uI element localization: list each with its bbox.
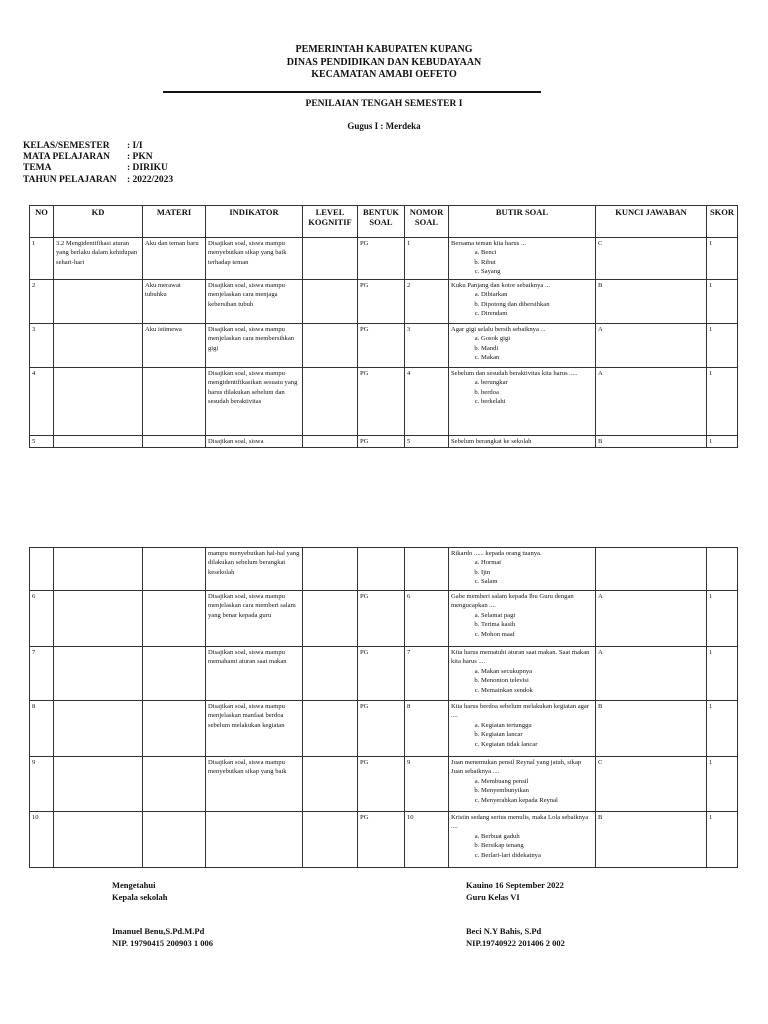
cell-bentuk: PG [358,280,405,324]
table-row [30,324,738,368]
cell-level [303,548,358,591]
answer-option: a. Gosok gigi [481,334,593,343]
cell-indikator: Disajikan soal, siswa mampu menjelaskan cara menjaga kebersihan tubuh [206,280,303,324]
info-block [23,141,173,186]
cell-materi [143,591,206,647]
cell-kd [54,647,143,701]
cell-level [303,591,358,647]
answer-option: a. Dibiarkan [481,290,593,299]
answer-option: b. Dipotong dan dibersihkan [481,300,593,309]
cell-nomor [405,548,449,591]
info-label: KELAS/SEMESTER [23,141,110,151]
cell-level [303,436,358,448]
answer-option: b. Terima kasih [481,620,593,629]
cell-level [303,647,358,701]
col-header-skor: SKOR [707,206,738,238]
table-row [30,757,738,812]
cell-skor: 1 [707,238,738,280]
question-text: Kristin sedang serius menulis, maka Lola sebaiknya .... [451,814,589,831]
cell-no: 2 [30,280,54,324]
signature-right [466,879,565,949]
cell-kunci: A [596,324,707,368]
cell-materi: Aku dan teman baru [143,238,206,280]
cell-butir [449,591,596,647]
cell-skor: 1 [707,368,738,436]
cell-kunci: B [596,701,707,757]
cell-nomor: 6 [405,591,449,647]
cell-no: 4 [30,368,54,436]
cell-no [30,548,54,591]
cell-nomor: 2 [405,280,449,324]
info-row [23,152,173,163]
cell-nomor: 8 [405,701,449,757]
question-text: Bersama teman kita harus ... [451,240,526,247]
cell-bentuk: PG [358,701,405,757]
cell-kd [54,324,143,368]
cell-bentuk: PG [358,368,405,436]
sig-left-name: Imanuel Benu,S.Pd.M.Pd [112,926,205,936]
cell-materi [143,701,206,757]
info-value: : 2022/2023 [127,174,174,185]
cell-no: 5 [30,436,54,448]
col-header-nomor: NOMOR SOAL [405,206,449,238]
question-text: Gabe memberi salam kepada Ibu Guru dengan mengucapkan .... [451,593,574,610]
cell-no: 7 [30,647,54,701]
sig-left-spacer [112,903,213,925]
cell-indikator [206,812,303,868]
cell-nomor: 1 [405,238,449,280]
answer-options [451,832,593,860]
cell-bentuk: PG [358,647,405,701]
cell-level [303,368,358,436]
table-body-bottom [30,548,738,868]
answer-options [451,378,593,406]
col-header-level: LEVEL KOGNITIF [303,206,358,238]
cell-nomor: 7 [405,647,449,701]
sig-right-nip: NIP.19740922 201406 2 002 [466,938,565,948]
cell-skor: 1 [707,812,738,868]
table-row [30,548,738,591]
cell-skor: 1 [707,757,738,812]
answer-option: b. Ijin [481,568,593,577]
cell-kd [54,591,143,647]
question-text: Sebelum dan sesudah beraktivitas kita harus ..... [451,370,578,377]
col-header-butir: BUTIR SOAL [449,206,596,238]
info-value: : I/I [127,141,143,151]
cell-kd [54,368,143,436]
cell-nomor: 10 [405,812,449,868]
cell-level [303,812,358,868]
cell-skor: 1 [707,701,738,757]
cell-materi [143,548,206,591]
document-header [0,44,768,82]
cell-butir [449,812,596,868]
col-header-materi: MATERI [143,206,206,238]
sig-left-line1: Mengetahui [112,880,156,890]
signature-left [112,879,213,949]
cell-nomor: 9 [405,757,449,812]
cell-bentuk: PG [358,812,405,868]
table-row [30,701,738,757]
cell-kunci: A [596,591,707,647]
sig-right-line2: Guru Kelas VI [466,892,520,902]
answer-option: c. Sayang [481,267,593,276]
cell-butir [449,647,596,701]
answer-options [451,290,593,318]
cell-kd [54,757,143,812]
cell-kd [54,548,143,591]
question-table-top [29,205,738,448]
question-text: Kita harus mematuhi aturan saat makan. Saat makan kita harus .... [451,649,590,666]
cell-no: 1 [30,238,54,280]
answer-option: c. Menyerahkan kepada Reynal [481,796,593,805]
header-district: KECAMATAN AMABI OEFETO [311,69,457,80]
answer-options [451,721,593,749]
cell-indikator: Disajikan soal, siswa mampu menjelaskan cara memberi salam yang benar kepada guru [206,591,303,647]
table-header-row [30,206,738,238]
answer-option: b. Menyembunyikan [481,786,593,795]
sig-left-line2: Kepala sekolah [112,892,168,902]
answer-options [451,611,593,639]
group-title: Gugus I : Merdeka [347,121,421,131]
table-body-top [30,238,738,448]
cell-butir [449,436,596,448]
cell-materi [143,436,206,448]
cell-butir [449,548,596,591]
cell-indikator: Disajikan soal, siswa [206,436,303,448]
cell-materi: Aku istimewa [143,324,206,368]
answer-option: c. berkelahi [481,397,593,406]
header-rule [163,91,541,93]
cell-kunci [596,548,707,591]
cell-no: 9 [30,757,54,812]
answer-option: b. Mandi [481,344,593,353]
cell-no: 3 [30,324,54,368]
cell-kd: 3.2 Mengidentifikasi aturan yang berlaku dalam kehidupan sehari-hari [54,238,143,280]
info-row [23,163,173,174]
cell-indikator: mampu menyebutkan hal-hal yang dilakukan sebelum berangkat kesekolah [206,548,303,591]
question-text: Rikardo ...... kepada orang tuanya. [451,550,542,557]
sig-right-spacer [466,903,565,925]
answer-option: b. Bersikap tenang [481,841,593,850]
answer-option: c. Mohon maaf [481,630,593,639]
answer-option: c. Kegiatan tidak lancar [481,740,593,749]
cell-kd [54,280,143,324]
col-header-kd: KD [54,206,143,238]
cell-no: 6 [30,591,54,647]
cell-skor: 1 [707,280,738,324]
cell-level [303,701,358,757]
answer-options [451,334,593,362]
sig-left-nip: NIP. 19790415 200903 1 006 [112,938,213,948]
question-text: Kuku Panjang dan kotor sebaiknya ... [451,282,550,289]
info-row [23,141,173,152]
answer-option: b. Kegiatan lancar [481,730,593,739]
cell-nomor: 5 [405,436,449,448]
cell-kunci: A [596,647,707,701]
cell-level [303,324,358,368]
table-row [30,436,738,448]
cell-indikator: Disajikan soal, siswa mampu menyebutkan sikap yang baik [206,757,303,812]
cell-bentuk: PG [358,436,405,448]
cell-skor [707,548,738,591]
col-header-bentuk: BENTUK SOAL [358,206,405,238]
cell-butir [449,368,596,436]
cell-kunci: B [596,812,707,868]
cell-butir [449,238,596,280]
header-department: DINAS PENDIDIKAN DAN KEBUDAYAAN [286,56,482,68]
sig-right-line1: Kauino 16 September 2022 [466,880,564,890]
table-row [30,812,738,868]
table-row [30,647,738,701]
answer-option: a. Kegiatan tertunggu [481,721,593,730]
header-government: PEMERINTAH KABUPATEN KUPANG [295,44,473,55]
answer-option: a. berungkar [481,378,593,387]
col-header-indikator: INDIKATOR [206,206,303,238]
col-header-no: NO [30,206,54,238]
cell-skor: 1 [707,591,738,647]
question-text: Juan menemukan pensil Reynal yang jatuh, sikap Juan sebaiknya .... [451,759,582,776]
cell-materi [143,647,206,701]
cell-kunci: A [596,368,707,436]
cell-bentuk: PG [358,324,405,368]
info-value: : DIRIKU [127,163,168,174]
answer-option: c. Salam [481,577,593,586]
cell-indikator: Disajikan soal, siswa mampu menyebutkan sikap yang baik terhadap teman [206,238,303,280]
answer-option: c. Makan [481,353,593,362]
answer-options [451,667,593,695]
cell-no: 8 [30,701,54,757]
cell-indikator: Disajikan soal, siswa mampu memahami aturan saat makan [206,647,303,701]
cell-butir [449,757,596,812]
answer-option: a. Makan secukupnya [481,667,593,676]
question-text: Sebelum berangkat ke sekolah [451,438,532,445]
answer-option: c. Direndam [481,309,593,318]
question-text: Kita harus berdoa sebelum melakukan kegiatan agar .... [451,703,590,720]
answer-option: b. Menonton televisi [481,676,593,685]
sig-right-name: Beci N.Y Bahis, S.Pd [466,926,542,936]
cell-kd [54,436,143,448]
cell-indikator: Disajikan soal, siswa mampu mengidentifikasikan sesuatu yang harus dilakukan sebelum dan sesudah beraktivitas [206,368,303,436]
info-label: MATA PELAJARAN [23,152,110,163]
cell-butir [449,701,596,757]
info-value: : PKN [127,152,153,163]
cell-butir [449,280,596,324]
cell-skor: 1 [707,647,738,701]
info-row [23,175,173,186]
cell-indikator: Disajikan soal, siswa mampu menjelaskan cara membersihkan gigi [206,324,303,368]
answer-options [451,558,593,586]
question-text: Agar gigi selalu bersih sebaiknya ... [451,326,546,333]
cell-kd [54,701,143,757]
cell-materi: Aku merawat tubuhku [143,280,206,324]
cell-butir [449,324,596,368]
info-label: TAHUN PELAJARAN [23,174,117,185]
cell-kunci: C [596,238,707,280]
cell-no: 10 [30,812,54,868]
cell-level [303,238,358,280]
answer-options [451,248,593,276]
question-table-bottom [29,547,738,868]
cell-bentuk: PG [358,757,405,812]
answer-option: c. Berlari-lari didekatnya [481,851,593,860]
cell-kd [54,812,143,868]
cell-materi [143,812,206,868]
col-header-kunci: KUNCI JAWABAN [596,206,707,238]
cell-level [303,757,358,812]
cell-bentuk: PG [358,238,405,280]
cell-bentuk [358,548,405,591]
table-row [30,591,738,647]
answer-option: a. Berbuat gaduh [481,832,593,841]
cell-nomor: 3 [405,324,449,368]
cell-kunci: B [596,280,707,324]
answer-option: c. Memainkan sendok [481,686,593,695]
table-row [30,368,738,436]
cell-bentuk: PG [358,591,405,647]
answer-option: a. Benci [481,248,593,257]
answer-option: a. Hormat [481,558,593,567]
cell-kunci: B [596,436,707,448]
cell-skor: 1 [707,436,738,448]
table-row [30,238,738,280]
exam-title: PENILAIAN TENGAH SEMESTER I [305,99,463,109]
cell-materi [143,757,206,812]
answer-options [451,777,593,805]
cell-nomor: 4 [405,368,449,436]
cell-skor: 1 [707,324,738,368]
table-row [30,280,738,324]
info-label: TEMA [23,163,52,174]
cell-materi [143,368,206,436]
answer-option: b. Ribut [481,258,593,267]
cell-indikator: Disajikan soal, siswa mampu menjelaskan manfaat berdoa sebelum melakukan kegiatan [206,701,303,757]
answer-option: a. Membuang pensil [481,777,593,786]
cell-level [303,280,358,324]
cell-kunci: C [596,757,707,812]
answer-option: b. berdoa [481,388,593,397]
answer-option: a. Selamat pagi [481,611,593,620]
